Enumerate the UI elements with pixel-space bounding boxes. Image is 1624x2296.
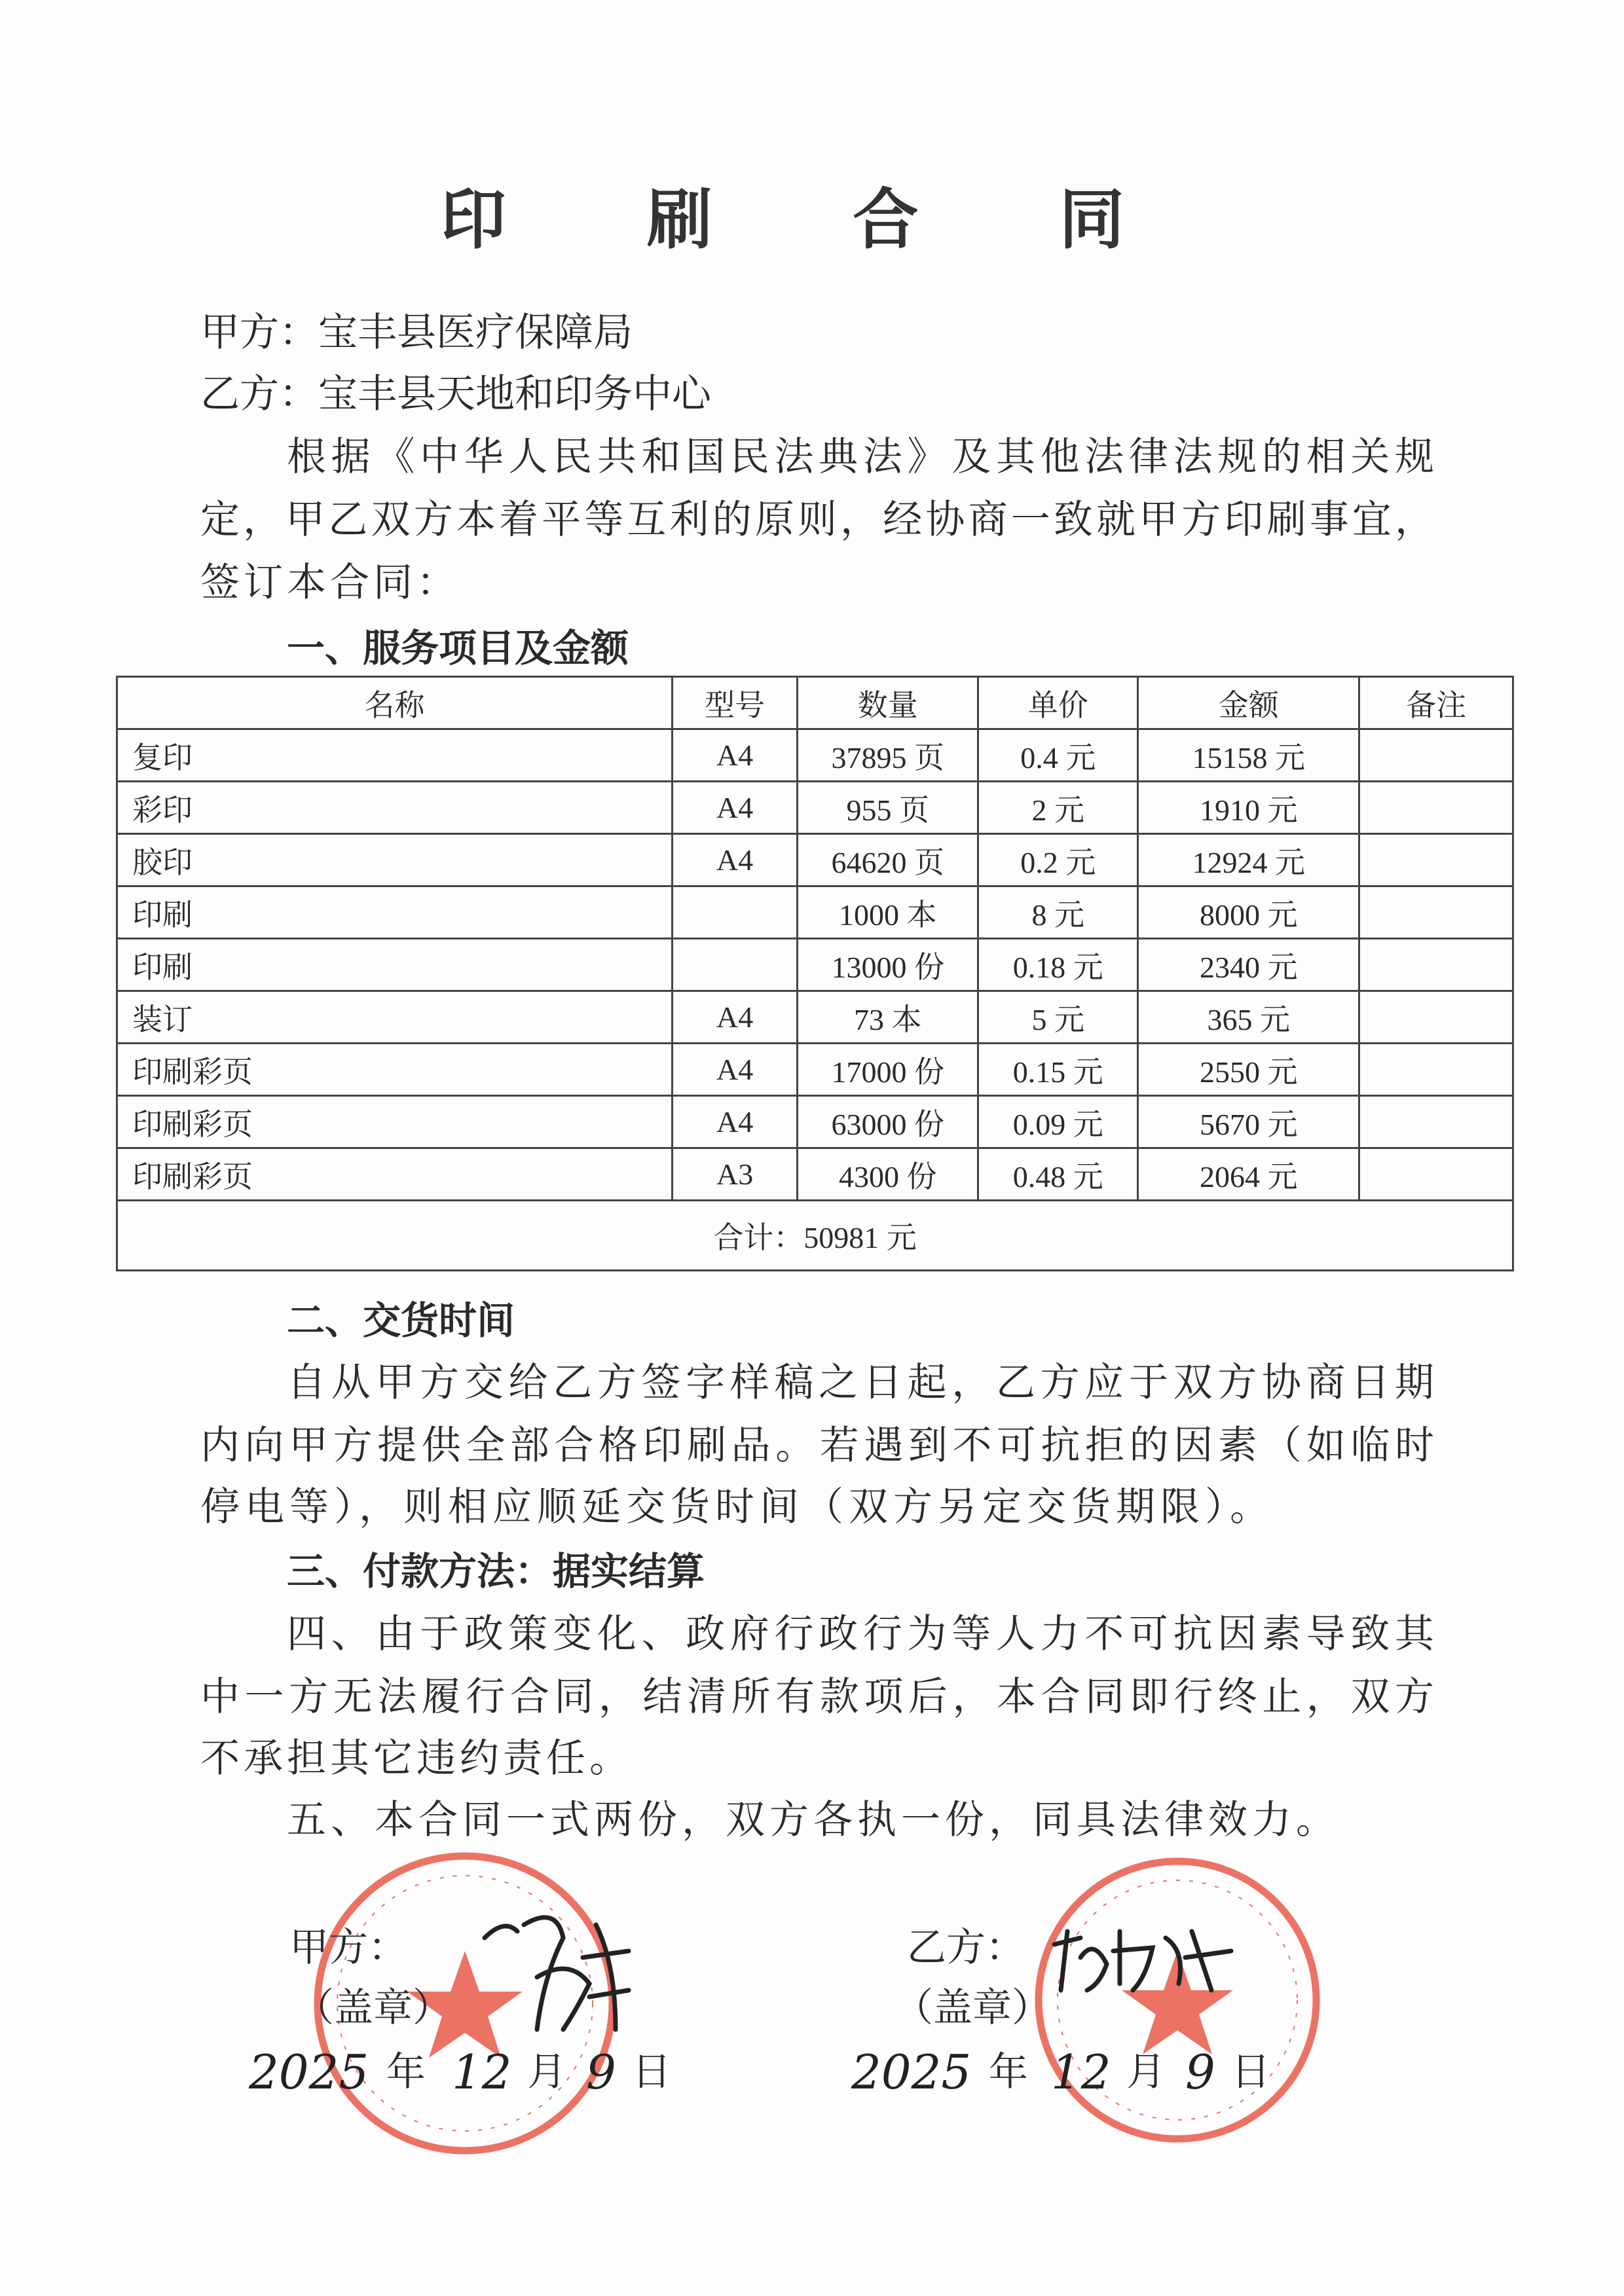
cell-quantity: 13000 份: [798, 939, 978, 991]
table-row: [117, 939, 1513, 991]
section2-heading: 二、交货时间: [287, 1298, 515, 1343]
cell-unit-price: 0.4 元: [978, 729, 1138, 782]
cell-unit-price: 0.18 元: [978, 939, 1138, 991]
table-header-row: [117, 677, 1513, 729]
intro-line: 根据《中华人民共和国民法典法》及其他法律法规的相关规: [287, 434, 1434, 480]
column-header: 金额: [1138, 677, 1359, 729]
party-a-day-suffix: 日: [632, 2049, 671, 2095]
section4-line: 中一方无法履行合同，结清所有款项后，本合同即行终止，双方: [200, 1674, 1434, 1720]
party-b-year: 2025: [851, 2045, 972, 2100]
party-b-month-suffix: 月: [1126, 2049, 1166, 2095]
table-row: [117, 886, 1513, 939]
cell-model: A3: [673, 1148, 798, 1201]
cell-unit-price: 0.15 元: [978, 1044, 1138, 1096]
cell-amount: 8000 元: [1138, 886, 1359, 939]
cell-item-name: 胶印: [117, 834, 673, 886]
cell-unit-price: 0.09 元: [978, 1096, 1138, 1148]
section2-line: 内向甲方提供全部合格印刷品。若遇到不可抗拒的因素（如临时: [200, 1423, 1434, 1468]
cell-item-name: 印刷: [117, 886, 673, 939]
party-a-year-suffix: 年: [386, 2049, 426, 2095]
cell-quantity: 73 本: [798, 991, 978, 1044]
cell-quantity: 17000 份: [798, 1044, 978, 1096]
party-a-year: 2025: [249, 2045, 369, 2100]
table-row: [117, 782, 1513, 834]
party-a-day: 9: [586, 2045, 616, 2100]
section1-heading: 一、服务项目及金额: [287, 626, 629, 670]
cell-item-name: 彩印: [117, 782, 673, 834]
cell-amount: 2550 元: [1138, 1044, 1359, 1096]
table-row: [117, 1148, 1513, 1201]
cell-model: [673, 939, 798, 991]
party-a-month: 12: [452, 2045, 512, 2100]
cell-unit-price: 8 元: [978, 886, 1138, 939]
section2-line: 自从甲方交给乙方签字样稿之日起，乙方应于双方协商日期: [287, 1360, 1434, 1406]
cell-remarks: [1359, 729, 1513, 782]
cell-unit-price: 0.2 元: [978, 834, 1138, 886]
cell-model: A4: [673, 991, 798, 1044]
cell-remarks: [1359, 834, 1513, 886]
party-a-handwritten-signature: [465, 1899, 648, 2036]
party-b-day: 9: [1185, 2045, 1215, 2100]
cell-model: A4: [673, 782, 798, 834]
table-row: [117, 1096, 1513, 1148]
cell-item-name: 印刷彩页: [117, 1148, 673, 1201]
column-header: 数量: [798, 677, 978, 729]
party-a-seal-label: （盖章）: [295, 1985, 452, 2031]
intro-line: 定，甲乙双方本着平等互利的原则，经协商一致就甲方印刷事宜，: [200, 497, 1434, 543]
section3-payment: 三、付款方法：据实结算: [287, 1549, 705, 1594]
cell-remarks: [1359, 1044, 1513, 1096]
party-b-month: 12: [1051, 2045, 1111, 2100]
cell-quantity: 37895 页: [798, 729, 978, 782]
table-row: [117, 729, 1513, 782]
column-header: 名称: [117, 677, 673, 729]
cell-remarks: [1359, 886, 1513, 939]
cell-remarks: [1359, 1096, 1513, 1148]
total-amount: 合计：50981 元: [117, 1201, 1513, 1271]
total-row: [117, 1201, 1513, 1271]
cell-remarks: [1359, 991, 1513, 1044]
party-b-year-suffix: 年: [989, 2049, 1028, 2095]
cell-item-name: 装订: [117, 991, 673, 1044]
cell-unit-price: 2 元: [978, 782, 1138, 834]
cell-quantity: 1000 本: [798, 886, 978, 939]
cell-amount: 12924 元: [1138, 834, 1359, 886]
column-header: 备注: [1359, 677, 1513, 729]
cell-quantity: 63000 份: [798, 1096, 978, 1148]
cell-amount: 2340 元: [1138, 939, 1359, 991]
table-row: [117, 1044, 1513, 1096]
cell-model: A4: [673, 834, 798, 886]
party-a-sign-label: 甲方：: [289, 1925, 407, 1971]
party-b-seal-label: （盖章）: [894, 1985, 1051, 2031]
cell-unit-price: 5 元: [978, 991, 1138, 1044]
cell-model: A4: [673, 1044, 798, 1096]
cell-unit-price: 0.48 元: [978, 1148, 1138, 1201]
cell-remarks: [1359, 939, 1513, 991]
cell-model: [673, 886, 798, 939]
cell-item-name: 复印: [117, 729, 673, 782]
cell-amount: 1910 元: [1138, 782, 1359, 834]
party-b: 乙方：宝丰县天地和印务中心: [200, 371, 711, 417]
table-row: [117, 834, 1513, 886]
cell-model: A4: [673, 729, 798, 782]
section5-line: 五、本合同一式两份，双方各执一份，同具法律效力。: [287, 1797, 1340, 1843]
cell-amount: 15158 元: [1138, 729, 1359, 782]
document-title: 印 刷 合 同: [440, 181, 1184, 258]
cell-remarks: [1359, 1148, 1513, 1201]
section2-line: 停电等），则相应顺延交货时间（双方另定交货期限）。: [200, 1484, 1274, 1530]
section4-line: 四、由于政策变化、政府行政行为等人力不可抗因素导致其: [287, 1611, 1434, 1657]
party-b-day-suffix: 日: [1231, 2049, 1270, 2095]
cell-item-name: 印刷彩页: [117, 1096, 673, 1148]
cell-quantity: 955 页: [798, 782, 978, 834]
cell-model: A4: [673, 1096, 798, 1148]
cell-quantity: 4300 份: [798, 1148, 978, 1201]
cell-remarks: [1359, 782, 1513, 834]
cell-amount: 5670 元: [1138, 1096, 1359, 1148]
party-a-month-suffix: 月: [527, 2049, 566, 2095]
section4-line: 不承担其它违约责任。: [200, 1736, 633, 1781]
cell-quantity: 64620 页: [798, 834, 978, 886]
party-a: 甲方：宝丰县医疗保障局: [200, 310, 633, 355]
party-b-sign-label: 乙方：: [907, 1925, 1025, 1971]
cell-amount: 2064 元: [1138, 1148, 1359, 1201]
cell-item-name: 印刷彩页: [117, 1044, 673, 1096]
column-header: 型号: [673, 677, 798, 729]
cell-amount: 365 元: [1138, 991, 1359, 1044]
service-table: [116, 676, 1514, 1271]
column-header: 单价: [978, 677, 1138, 729]
table-row: [117, 991, 1513, 1044]
intro-line: 签订本合同：: [200, 560, 460, 606]
cell-item-name: 印刷: [117, 939, 673, 991]
party-b-handwritten-signature: [1041, 1912, 1238, 2003]
